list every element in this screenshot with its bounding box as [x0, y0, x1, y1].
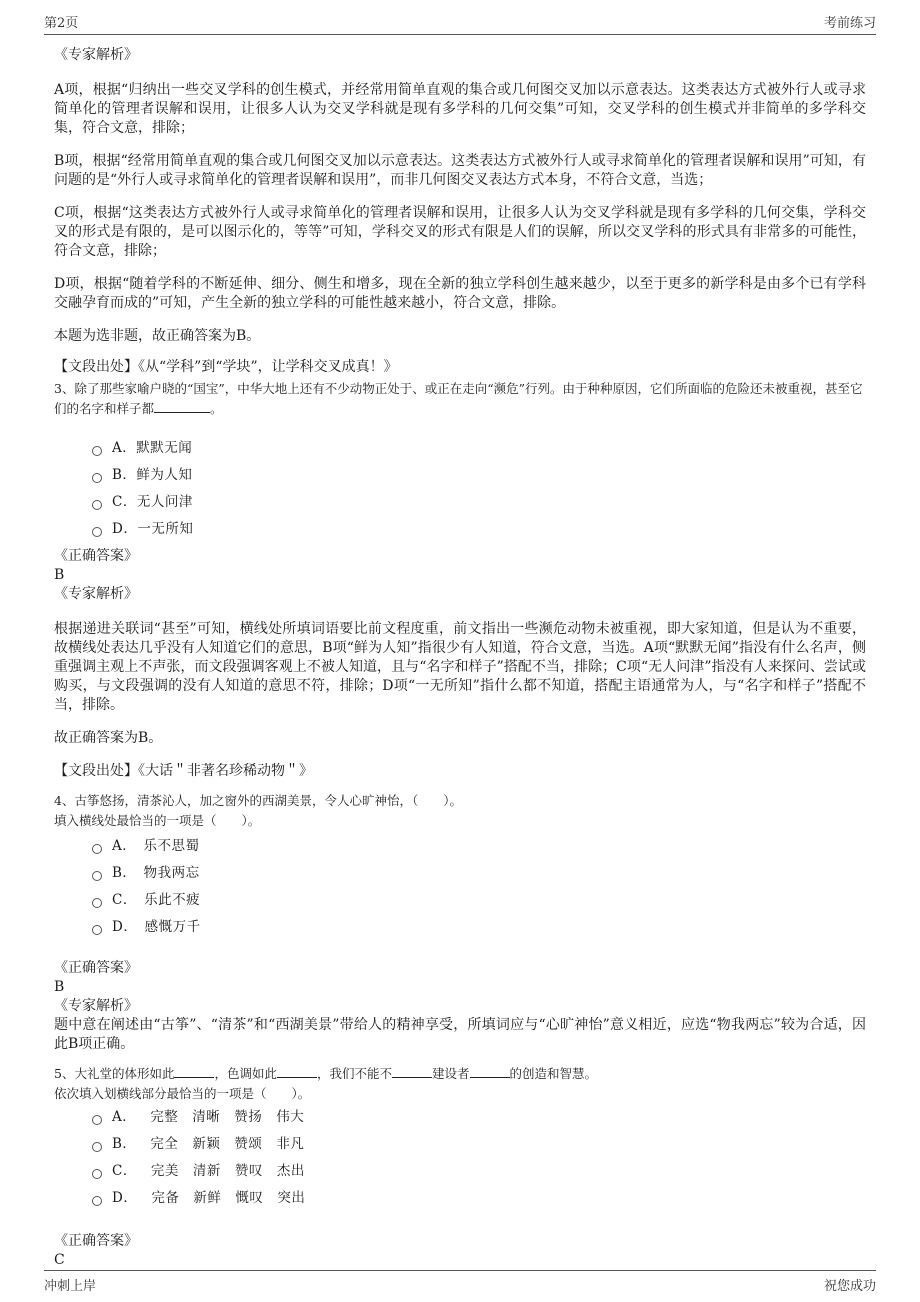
footer-left-text: 冲刺上岸	[44, 1279, 97, 1294]
question-text-end: 。	[210, 401, 223, 416]
option-word: 清新	[192, 1163, 221, 1179]
option-word: 伟大	[276, 1109, 305, 1125]
option-label	[112, 1185, 319, 1212]
option-word: 非凡	[276, 1136, 305, 1152]
expert-analysis-label: 《专家解析》	[54, 998, 138, 1014]
option-word: 完备	[151, 1190, 180, 1206]
question-instruction: 填入横线处最恰当的一项是（ ）。	[54, 813, 261, 828]
option-label: B． 物我两忘	[112, 865, 200, 881]
radio-icon[interactable]	[92, 1169, 102, 1179]
correct-answer-label: 《正确答案》	[54, 1233, 138, 1249]
option-word: 赞颂	[234, 1136, 263, 1152]
option-d[interactable]	[92, 1185, 866, 1212]
option-word: 赞叹	[234, 1163, 263, 1179]
question-text: 5、大礼堂的体形如此	[54, 1066, 175, 1081]
answer-conclusion: 故正确答案为B。	[54, 730, 163, 746]
radio-icon[interactable]	[92, 871, 102, 881]
question-text: 3、除了那些家喻户晓的“国宝”，中华大地上还有不少动物正处于、或正在走向“濒危”行列。由于种种原因，它们所面临的危险还未被重视，甚至它们的名字和样子都	[54, 381, 863, 416]
radio-icon[interactable]	[92, 473, 102, 483]
radio-icon[interactable]	[92, 1196, 102, 1206]
answer-conclusion: 本题为选非题，故正确答案为B。	[54, 328, 261, 344]
expert-analysis-label: 《专家解析》	[54, 47, 138, 63]
option-c[interactable]	[92, 489, 866, 516]
option-d[interactable]	[92, 516, 866, 543]
option-b[interactable]	[92, 1131, 866, 1158]
option-label: D．一无所知	[112, 521, 194, 537]
correct-answer-label: 《正确答案》	[54, 548, 138, 564]
radio-icon[interactable]	[92, 527, 102, 537]
analysis-paragraph: D项，根据“随着学科的不断延伸、细分、侧生和增多，现在全新的独立学科创生越来越少，以至于更多的新学科是由多个已有学科交融孕育而成的”可知，产生全新的独立学科的可能性越来越小，符合文意，排除。	[54, 276, 866, 311]
option-label	[112, 1131, 318, 1158]
fill-blank	[470, 1065, 510, 1078]
option-key: B．	[112, 1136, 137, 1152]
page-header	[44, 0, 876, 35]
option-label: D． 感慨万千	[112, 919, 201, 935]
radio-icon[interactable]	[92, 500, 102, 510]
option-b[interactable]	[92, 462, 866, 489]
correct-answer-label: 《正确答案》	[54, 960, 138, 976]
fill-blank	[277, 1065, 317, 1078]
question-text: ，我们不能不	[316, 1066, 392, 1081]
option-label	[112, 1158, 319, 1185]
option-label	[112, 1104, 318, 1131]
question-stem	[54, 379, 866, 419]
fill-blank	[174, 1065, 214, 1078]
option-key: A．	[112, 1109, 137, 1125]
correct-answer: B	[54, 979, 65, 995]
option-word: 完美	[150, 1163, 179, 1179]
option-key: D．	[112, 1190, 138, 1206]
document-body	[54, 44, 866, 1270]
analysis-paragraph: 根据递进关联词“甚至”可知，横线处所填词语要比前文程度重，前文指出一些濒危动物未被重视，即大家知道，但是认为不重要，故横线处表达几乎没有人知道它们的意思，B项“鲜为人知”指很少有人知道，符合文意，当选。A项“默默无闻”指没有什么名声，侧重强调主观上不声张，而文段强调客观上不被人知道，且与“名字和样子”搭配不当，排除；C项“无人问津”指没有人来探问、尝试或购买，与文段强调的没有人知道的意思不符，排除；D项“一无所知”指什么都不知道，搭配主语通常为人，与“名字和样子”搭配不当，排除。	[54, 621, 866, 713]
footer-right-text: 祝您成功	[823, 1279, 876, 1294]
option-word: 赞扬	[234, 1109, 263, 1125]
option-word: 新鲜	[193, 1190, 222, 1206]
question-text: 的创造和智慧。	[509, 1066, 598, 1081]
option-word: 新颖	[192, 1136, 221, 1152]
fill-blank	[154, 400, 210, 413]
option-word: 完全	[150, 1136, 179, 1152]
question-text: ，色调如此	[214, 1066, 277, 1081]
option-key: C．	[112, 1163, 137, 1179]
radio-icon[interactable]	[92, 925, 102, 935]
analysis-paragraph: B项，根据“经常用简单直观的集合或几何图交叉加以示意表达。这类表达方式被外行人或寻求简单化的管理者误解和误用”可知，有问题的是“外行人或寻求简单化的管理者误解和误用”，而非几何图交叉表达方式本身，不符合文意，当选；	[54, 153, 866, 188]
option-label: B．鲜为人知	[112, 467, 193, 483]
radio-icon[interactable]	[92, 1142, 102, 1152]
option-c[interactable]	[92, 1158, 866, 1185]
question-stem	[54, 1064, 866, 1084]
option-label: C．无人问津	[112, 494, 193, 510]
radio-icon[interactable]	[92, 446, 102, 456]
option-d[interactable]	[92, 914, 866, 941]
source-citation: 【文段出处】《从“学科”到“学块”，让学科交叉成真！》	[54, 359, 398, 375]
option-label: A．默默无闻	[112, 440, 193, 456]
fill-blank	[392, 1065, 432, 1078]
header-title: 考前练习	[823, 16, 876, 31]
radio-icon[interactable]	[92, 844, 102, 854]
radio-icon[interactable]	[92, 898, 102, 908]
option-list	[92, 435, 866, 543]
page-number: 第2页	[44, 16, 79, 31]
option-label: C． 乐此不疲	[112, 892, 201, 908]
option-b[interactable]	[92, 860, 866, 887]
analysis-paragraph: 题中意在阐述由“古筝”、“清茶”和“西湖美景”带给人的精神享受，所填词应与“心旷神怡”意义相近，应选“物我两忘”较为合适，因此B项正确。	[54, 1017, 866, 1052]
option-word: 慨叹	[235, 1190, 264, 1206]
question-text: 建设者	[432, 1066, 470, 1081]
option-a[interactable]	[92, 1104, 866, 1131]
option-a[interactable]	[92, 435, 866, 462]
option-a[interactable]	[92, 833, 866, 860]
option-c[interactable]	[92, 887, 866, 914]
option-word: 突出	[277, 1190, 306, 1206]
radio-icon[interactable]	[92, 1115, 102, 1125]
option-label: A． 乐不思蜀	[112, 838, 200, 854]
question-stem: 4、古筝悠扬，清茶沁人，加之窗外的西湖美景，令人心旷神怡，（ ）。	[54, 793, 462, 808]
page-footer	[44, 1270, 876, 1301]
source-citation: 【文段出处】《大话＂非著名珍稀动物＂》	[54, 763, 313, 779]
correct-answer: C	[54, 1252, 65, 1268]
option-word: 杰出	[276, 1163, 305, 1179]
question-instruction: 依次填入划横线部分最恰当的一项是（ ）。	[54, 1086, 311, 1101]
option-word: 清晰	[192, 1109, 221, 1125]
option-list	[92, 1104, 866, 1212]
expert-analysis-label: 《专家解析》	[54, 586, 138, 602]
correct-answer: B	[54, 567, 65, 583]
option-list	[92, 833, 866, 941]
option-word: 完整	[150, 1109, 179, 1125]
analysis-paragraph: A项，根据“归纳出一些交叉学科的创生模式，并经常用简单直观的集合或几何图交叉加以示意表达。这类表达方式被外行人或寻求简单化的管理者误解和误用，让很多人认为交叉学科就是现有多学科的几何交集”可知，交叉学科的创生模式并非简单的多学科交集，符合文意，排除；	[54, 82, 866, 136]
analysis-paragraph: C项，根据“这类表达方式被外行人或寻求简单化的管理者误解和误用，让很多人认为交叉学科就是现有多学科的几何交集，学科交叉的形式是有限的，是可以图示化的，等等”可知，学科交叉的形式有限是人们的误解，所以交叉学科的形式具有非常多的可能性，符合文意，排除；	[54, 205, 866, 259]
